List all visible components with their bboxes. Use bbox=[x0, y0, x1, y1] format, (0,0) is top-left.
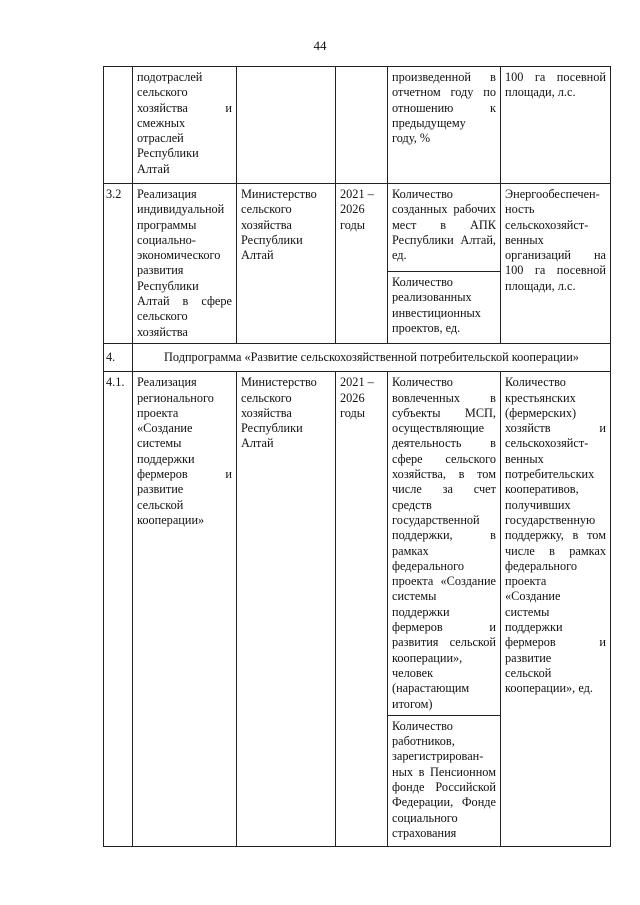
cell-line: развитие bbox=[137, 482, 184, 497]
table-row-continuation bbox=[104, 67, 611, 184]
cell-line: человек bbox=[392, 665, 434, 680]
cell-line: 2021 – bbox=[340, 375, 374, 390]
row-number-cell: 3.2 bbox=[104, 184, 133, 344]
cell-line: 100 га посевной bbox=[505, 263, 606, 278]
cell-line: предыдущему bbox=[392, 115, 466, 130]
cell-line: работников, bbox=[392, 734, 455, 749]
cell-line: венных bbox=[505, 232, 544, 247]
cell-line: Республики bbox=[241, 421, 303, 436]
cell-line: программы bbox=[137, 217, 197, 232]
cell-line: кооперации», ед. bbox=[505, 681, 593, 696]
cell-line: вовлеченных в bbox=[392, 390, 496, 405]
row-number-cell: 4. bbox=[104, 343, 133, 371]
cell-line: фонде Российской bbox=[392, 779, 496, 794]
cell-line: Количество bbox=[505, 375, 566, 390]
cell-line: кооперации», bbox=[392, 650, 463, 665]
cell-line: мест в АПК bbox=[392, 217, 496, 232]
cell-line: организаций на bbox=[505, 248, 606, 263]
cell-line: федерального bbox=[392, 558, 465, 573]
cell-line: сельского bbox=[241, 202, 292, 217]
cell-line: году, % bbox=[392, 131, 431, 146]
indicator-cell bbox=[388, 272, 501, 344]
cell-line: поддержку, в том bbox=[505, 528, 606, 543]
cell-line: хозяйства bbox=[241, 217, 292, 232]
cell-line: социально- bbox=[137, 232, 196, 247]
indicator-cell bbox=[388, 67, 501, 184]
cell-line: Алтай bbox=[241, 436, 274, 451]
cell-line: Министерство bbox=[241, 187, 317, 201]
cell-line: регионального bbox=[137, 390, 214, 405]
cell-line: годы bbox=[340, 405, 366, 420]
cell-line: Количество bbox=[392, 275, 453, 290]
cell-line: проекта bbox=[137, 405, 179, 420]
cell-line: (фермерских) bbox=[505, 405, 577, 420]
cell-line: Министерство bbox=[241, 375, 317, 390]
cell-line: поддержки, в bbox=[392, 528, 496, 543]
table-row-3-2 bbox=[104, 184, 611, 272]
cell-line: хозяйства и bbox=[137, 100, 232, 115]
cell-line: хозяйства bbox=[137, 324, 188, 339]
cell-line: системы bbox=[505, 604, 550, 619]
indicator-cell bbox=[388, 372, 501, 716]
row-number-cell: 4.1. bbox=[104, 372, 133, 847]
cell-line: проекта «Создание bbox=[392, 574, 496, 589]
cell-line: государственной bbox=[392, 512, 480, 527]
cell-line: поддержки bbox=[137, 451, 195, 466]
cell-line: 2026 bbox=[340, 390, 365, 405]
cell-line: Республики bbox=[137, 146, 199, 161]
cell-line: получивших bbox=[505, 497, 571, 512]
cell-line: развития сельской bbox=[392, 635, 496, 650]
cell-line: отраслей bbox=[137, 131, 184, 146]
cell-line: фермеров и bbox=[137, 467, 232, 482]
cell-line: хозяйств и bbox=[505, 421, 606, 436]
cell-line: сельской bbox=[505, 665, 552, 680]
measure-name-cell bbox=[133, 67, 237, 184]
cell-line: площади, л.с. bbox=[505, 278, 576, 293]
cell-line: средств bbox=[392, 497, 432, 512]
cell-line: развитие bbox=[505, 650, 552, 665]
cell-line: рамках bbox=[392, 543, 429, 558]
cell-line: сельского bbox=[137, 309, 188, 324]
cell-line: поддержки bbox=[392, 604, 450, 619]
result-cell bbox=[501, 67, 611, 184]
indicator-cell bbox=[388, 184, 501, 272]
cell-line: потребительских bbox=[505, 467, 595, 482]
cell-line: Республики Алтай, bbox=[392, 232, 496, 247]
cell-line: Энергообеспечен- bbox=[505, 187, 600, 201]
cell-line: ных в Пенсионном bbox=[392, 764, 496, 779]
period-cell bbox=[336, 67, 388, 184]
cell-line: Количество bbox=[392, 187, 453, 201]
cell-line: Количество bbox=[392, 718, 453, 733]
table-row-4-1 bbox=[104, 372, 611, 716]
cell-line: деятельность в bbox=[392, 436, 496, 451]
cell-line: числе за счет bbox=[392, 482, 496, 497]
cell-line: Реализация bbox=[137, 375, 197, 390]
cell-line: сфере сельского bbox=[392, 451, 496, 466]
cell-line: венных bbox=[505, 451, 544, 466]
result-cell bbox=[501, 184, 611, 344]
cell-line: фермеров и bbox=[392, 620, 496, 635]
executor-cell bbox=[237, 372, 336, 847]
cell-line: крестьянских bbox=[505, 390, 576, 405]
cell-line: поддержки bbox=[505, 620, 563, 635]
cell-line: осуществляющие bbox=[392, 421, 485, 436]
cell-line: Алтай в сфере bbox=[137, 294, 232, 309]
cell-line: 100 га посевной bbox=[505, 70, 606, 84]
cell-line: системы bbox=[392, 589, 437, 604]
cell-line: 2021 – bbox=[340, 187, 374, 201]
cell-line: произведенной в bbox=[392, 70, 496, 84]
page-number: 44 bbox=[313, 38, 327, 53]
cell-line: кооперации» bbox=[137, 512, 205, 527]
cell-line: площади, л.с. bbox=[505, 85, 576, 100]
cell-line: системы bbox=[137, 436, 182, 451]
cell-line: инвестиционных bbox=[392, 305, 481, 320]
cell-line: числе в рамках bbox=[505, 543, 606, 558]
cell-line: федерального bbox=[505, 558, 578, 573]
program-table bbox=[103, 66, 611, 847]
cell-line: созданных рабочих bbox=[392, 202, 496, 217]
cell-line: отчетном году по bbox=[392, 85, 496, 100]
cell-line: субъекты МСП, bbox=[392, 405, 496, 420]
measure-name-cell bbox=[133, 372, 237, 847]
cell-line: кооперативов, bbox=[505, 482, 579, 497]
cell-line: Количество bbox=[392, 375, 453, 390]
cell-line: годы bbox=[340, 217, 366, 232]
cell-line: сельскохозяйст- bbox=[505, 436, 589, 451]
cell-line: Реализация bbox=[137, 187, 197, 201]
cell-line: проектов, ед. bbox=[392, 320, 461, 335]
cell-line: сельского bbox=[137, 85, 188, 100]
cell-line: смежных bbox=[137, 115, 186, 130]
cell-line: ед. bbox=[392, 248, 407, 263]
cell-line: страхования bbox=[392, 825, 457, 840]
result-cell bbox=[501, 372, 611, 847]
cell-line: зарегистрирован- bbox=[392, 749, 484, 764]
executor-cell bbox=[237, 184, 336, 344]
cell-line: хозяйства, в том bbox=[392, 467, 496, 482]
cell-line: фермеров и bbox=[505, 635, 606, 650]
cell-line: Алтай bbox=[241, 248, 274, 263]
cell-line: социального bbox=[392, 810, 458, 825]
cell-line: проекта bbox=[505, 574, 547, 589]
cell-line: «Создание bbox=[137, 421, 193, 436]
period-cell bbox=[336, 372, 388, 847]
table-row-section-4 bbox=[104, 343, 611, 371]
cell-line: сельскохозяйст- bbox=[505, 217, 589, 232]
cell-line: «Создание bbox=[505, 589, 561, 604]
cell-line: экономического bbox=[137, 248, 221, 263]
cell-line: ность bbox=[505, 202, 535, 217]
cell-line: Республики bbox=[241, 232, 303, 247]
period-cell bbox=[336, 184, 388, 344]
cell-line: хозяйства bbox=[241, 405, 292, 420]
cell-line: Алтай bbox=[137, 161, 170, 176]
cell-line: (нарастающим bbox=[392, 681, 470, 696]
cell-line: подотраслей bbox=[137, 70, 203, 84]
subprogram-title: Подпрограмма «Развитие сельскохозяйственной потребительской кооперации» bbox=[133, 343, 611, 371]
cell-line: 2026 bbox=[340, 202, 365, 217]
row-number-cell bbox=[104, 67, 133, 184]
cell-line: итогом) bbox=[392, 696, 433, 711]
cell-line: Республики bbox=[137, 278, 199, 293]
measure-name-cell bbox=[133, 184, 237, 344]
cell-line: Федерации, Фонде bbox=[392, 795, 496, 810]
cell-line: реализованных bbox=[392, 290, 472, 305]
executor-cell bbox=[237, 67, 336, 184]
cell-line: государственную bbox=[505, 512, 596, 527]
cell-line: индивидуальной bbox=[137, 202, 225, 217]
cell-line: сельского bbox=[241, 390, 292, 405]
indicator-cell bbox=[388, 715, 501, 846]
cell-line: отношению к bbox=[392, 100, 496, 115]
cell-line: развития bbox=[137, 263, 184, 278]
cell-line: сельской bbox=[137, 497, 184, 512]
